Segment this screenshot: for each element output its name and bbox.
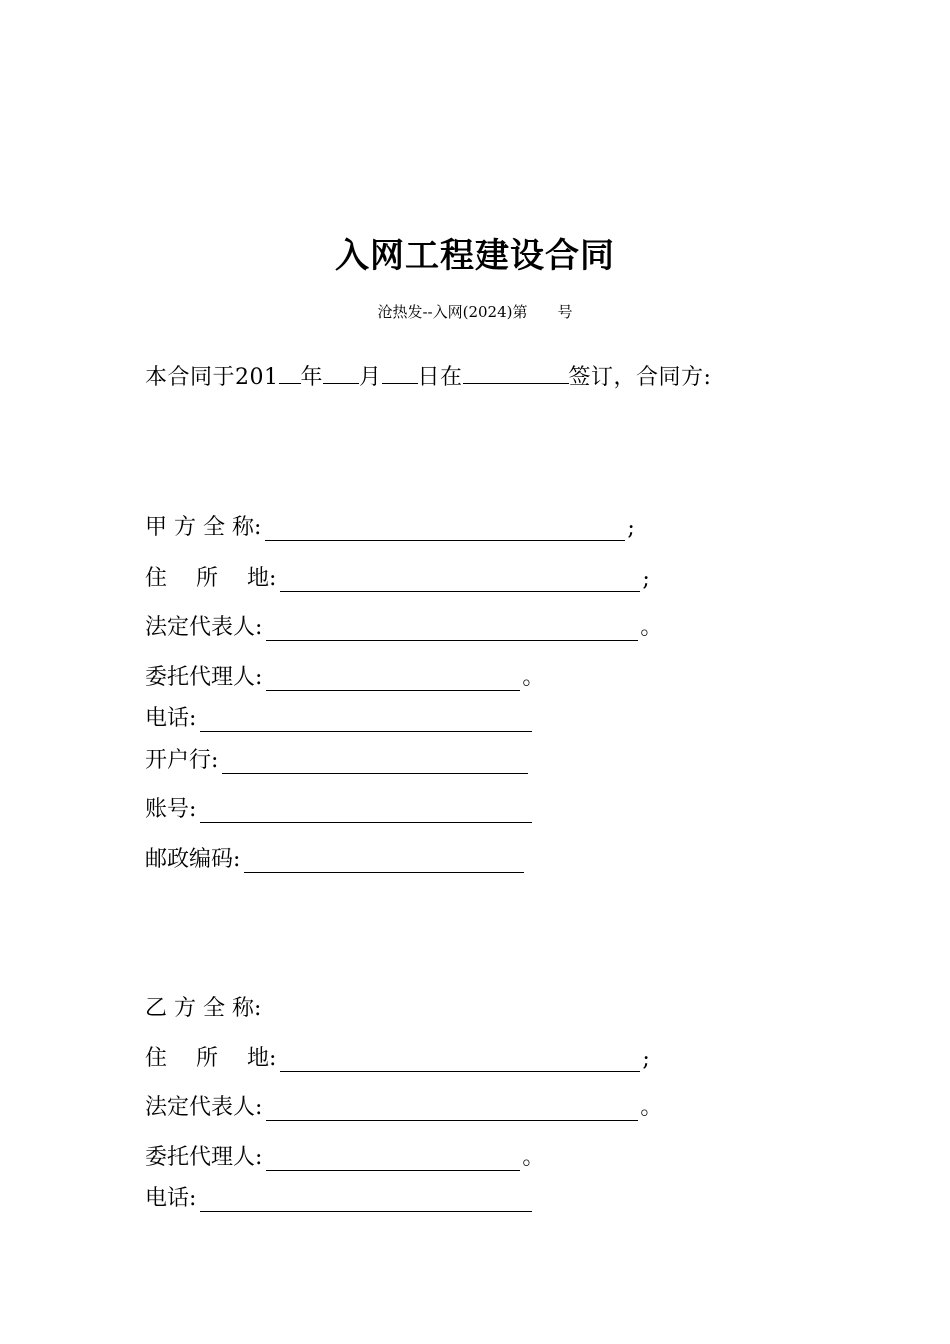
party-a-postcode-label: 邮政编码:: [145, 847, 241, 872]
party-b-full-name-label: 乙 方 全 称:: [145, 996, 262, 1021]
party-b-address-label: 住 所 地:: [145, 1046, 277, 1071]
party-a-address-label: 住 所 地:: [145, 566, 277, 591]
year-blank[interactable]: [279, 363, 301, 384]
party-a-full-name-end: ;: [627, 516, 635, 541]
party-b-agent-label: 委托代理人:: [145, 1145, 263, 1170]
party-b-legal-rep-field[interactable]: [266, 1098, 638, 1121]
party-a-legal-rep-end: 。: [640, 615, 663, 640]
party-a-agent-field[interactable]: [266, 668, 520, 691]
party-b-full-name-row: [145, 991, 261, 1022]
party-a-bank-label: 开户行:: [145, 748, 219, 773]
party-a-account-row: [145, 792, 532, 823]
party-a-agent-label: 委托代理人:: [145, 665, 263, 690]
party-b-phone-row: [145, 1181, 532, 1212]
party-a-address-field[interactable]: [280, 569, 640, 592]
party-a-postcode-row: [145, 842, 524, 873]
party-a-legal-rep-row: [145, 610, 662, 641]
party-a-account-label: 账号:: [145, 797, 197, 822]
party-a-address-end: ;: [642, 567, 650, 592]
party-b-legal-rep-end: 。: [640, 1095, 663, 1120]
party-a-full-name-field[interactable]: [265, 518, 625, 541]
page-title: 入网工程建设合同: [335, 236, 615, 276]
party-a-legal-rep-field[interactable]: [266, 618, 638, 641]
party-a-agent-end: 。: [522, 665, 545, 690]
document-number: 沧热发--入网(2024)第 号: [377, 303, 573, 321]
party-a-full-name-row: [145, 510, 635, 541]
intro-part-4: 日在: [417, 365, 463, 390]
party-a-bank-field[interactable]: [222, 751, 528, 774]
party-a-agent-row: [145, 660, 544, 691]
party-b-legal-rep-label: 法定代表人:: [145, 1095, 263, 1120]
intro-part-2: 年: [300, 365, 324, 390]
party-b-address-row: [145, 1041, 650, 1072]
party-a-full-name-label: 甲 方 全 称:: [145, 515, 262, 540]
intro-sentence: [145, 360, 711, 391]
party-a-address-row: [145, 561, 650, 592]
party-a-phone-row: [145, 701, 532, 732]
day-blank[interactable]: [382, 363, 418, 384]
party-b-address-end: ;: [642, 1047, 650, 1072]
party-a-phone-field[interactable]: [200, 709, 532, 732]
party-b-legal-rep-row: [145, 1090, 662, 1121]
party-b-agent-end: 。: [522, 1145, 545, 1170]
place-blank[interactable]: [463, 363, 569, 384]
party-b-agent-field[interactable]: [266, 1148, 520, 1171]
month-blank[interactable]: [323, 363, 359, 384]
intro-part-5: 签订，合同方:: [568, 365, 712, 390]
intro-part-1: 本合同于201: [145, 365, 279, 390]
party-a-legal-rep-label: 法定代表人:: [145, 615, 263, 640]
party-b-agent-row: [145, 1140, 544, 1171]
party-a-phone-label: 电话:: [145, 706, 197, 731]
party-b-phone-label: 电话:: [145, 1186, 197, 1211]
party-a-account-field[interactable]: [200, 800, 532, 823]
party-b-address-field[interactable]: [280, 1049, 640, 1072]
intro-part-3: 月: [359, 365, 382, 390]
party-a-bank-row: [145, 743, 528, 774]
party-b-phone-field[interactable]: [200, 1189, 532, 1212]
party-a-postcode-field[interactable]: [244, 850, 524, 873]
